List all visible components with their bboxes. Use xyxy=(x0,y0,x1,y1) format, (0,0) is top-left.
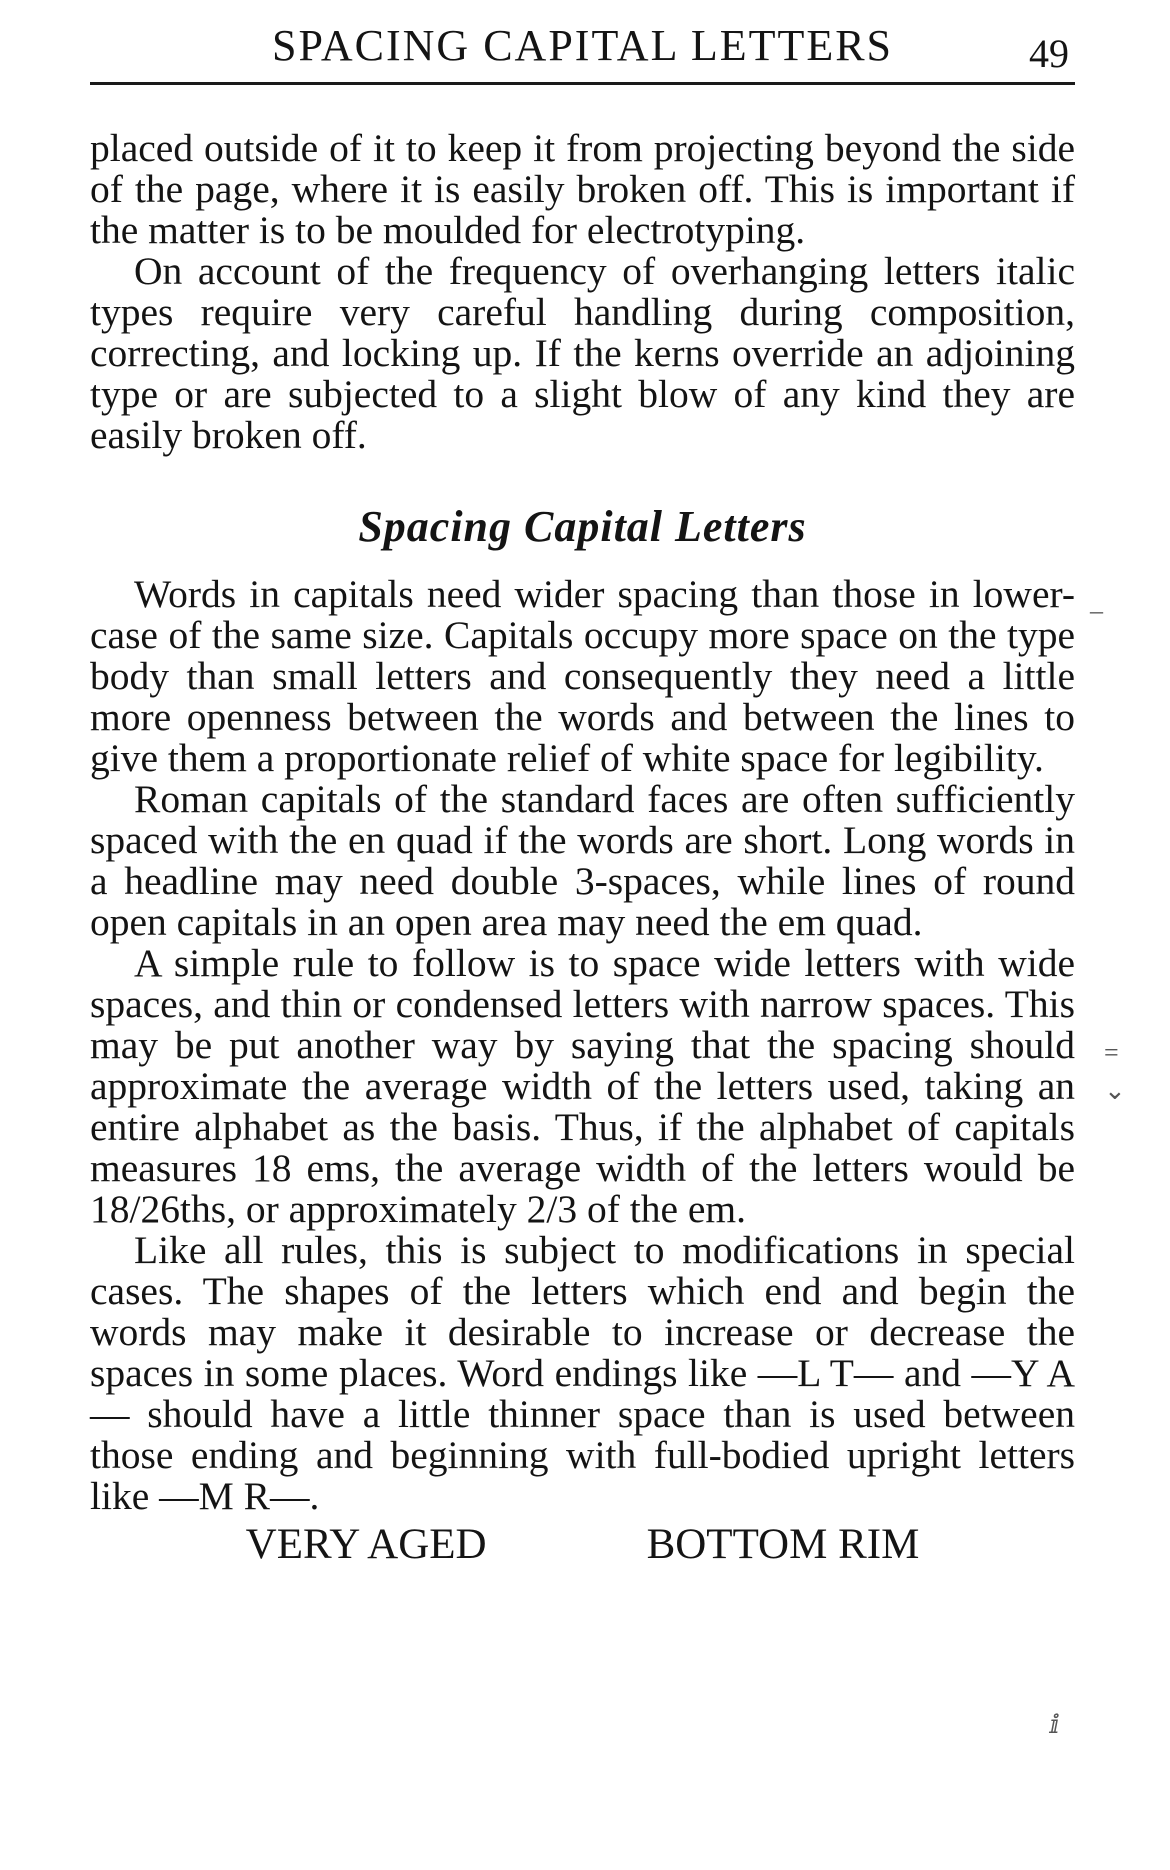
margin-pencil-mark: – xyxy=(1090,596,1103,625)
section-heading: Spacing Capital Letters xyxy=(358,502,807,551)
spacing-examples xyxy=(90,1521,1075,1569)
paragraph-continued: placed outside of it to keep it from projecting beyond the side of the page, where it is easily broken off. This is important if the matter is to be moulded for electrotyping. xyxy=(90,126,1075,252)
page-number: 49 xyxy=(1029,31,1069,76)
paragraph-like-all-rules: Like all rules, this is subject to modifications in special cases. The shapes of the letters which end and begin the words may make it desirable to increase or decrease the spaces in some places. Word endings like —L T— and —Y A— should have a little thinner space than is used between those ending and beginning with full-bodied upright letters like —M R—. xyxy=(90,1228,1075,1518)
paragraph-roman-capitals: Roman capitals of the standard faces are often sufficiently spaced with the en quad if the words are short. Long words in a headline may need double 3-spaces, while lines of round open capitals in an open area may need the em quad. xyxy=(90,777,1075,944)
margin-pencil-mark: = xyxy=(1104,1038,1119,1067)
example-bottom-rim: BOTTOM RIM xyxy=(646,1521,920,1568)
page-body xyxy=(90,128,1075,1569)
example-very-aged: VERY AGED xyxy=(245,1521,487,1568)
margin-pencil-mark: ⅈ xyxy=(1050,1710,1060,1739)
paragraph-simple-rule: A simple rule to follow is to space wide letters with wide spaces, and thin or condensed letters with narrow spaces. This may be put another way by saying that the spacing should approximate the average width of the letters used, taking an entire alphabet as the basis. Thus, if the alphabet of capitals measures 18 ems, the average width of the letters would be 18/26ths, or approximately 2/3 of the em. xyxy=(90,941,1075,1231)
paragraph-words-in-capitals: Words in capitals need wider spacing than those in lower-case of the same size. Capitals occupy more space on the type body than small letters and consequently they need a little more openness between the words and between the lines to give them a proportionate relief of white space for legibility. xyxy=(90,572,1075,780)
running-title: SPACING CAPITAL LETTERS xyxy=(271,21,894,70)
running-header xyxy=(90,20,1075,85)
paragraph-italic-types: On account of the frequency of overhanging letters italic types require very careful handling during composition, correcting, and locking up. If the kerns override an adjoining type or are subjected to a slight blow of any kind they are easily broken off. xyxy=(90,249,1075,457)
margin-pencil-mark: ⌄ xyxy=(1104,1076,1126,1105)
